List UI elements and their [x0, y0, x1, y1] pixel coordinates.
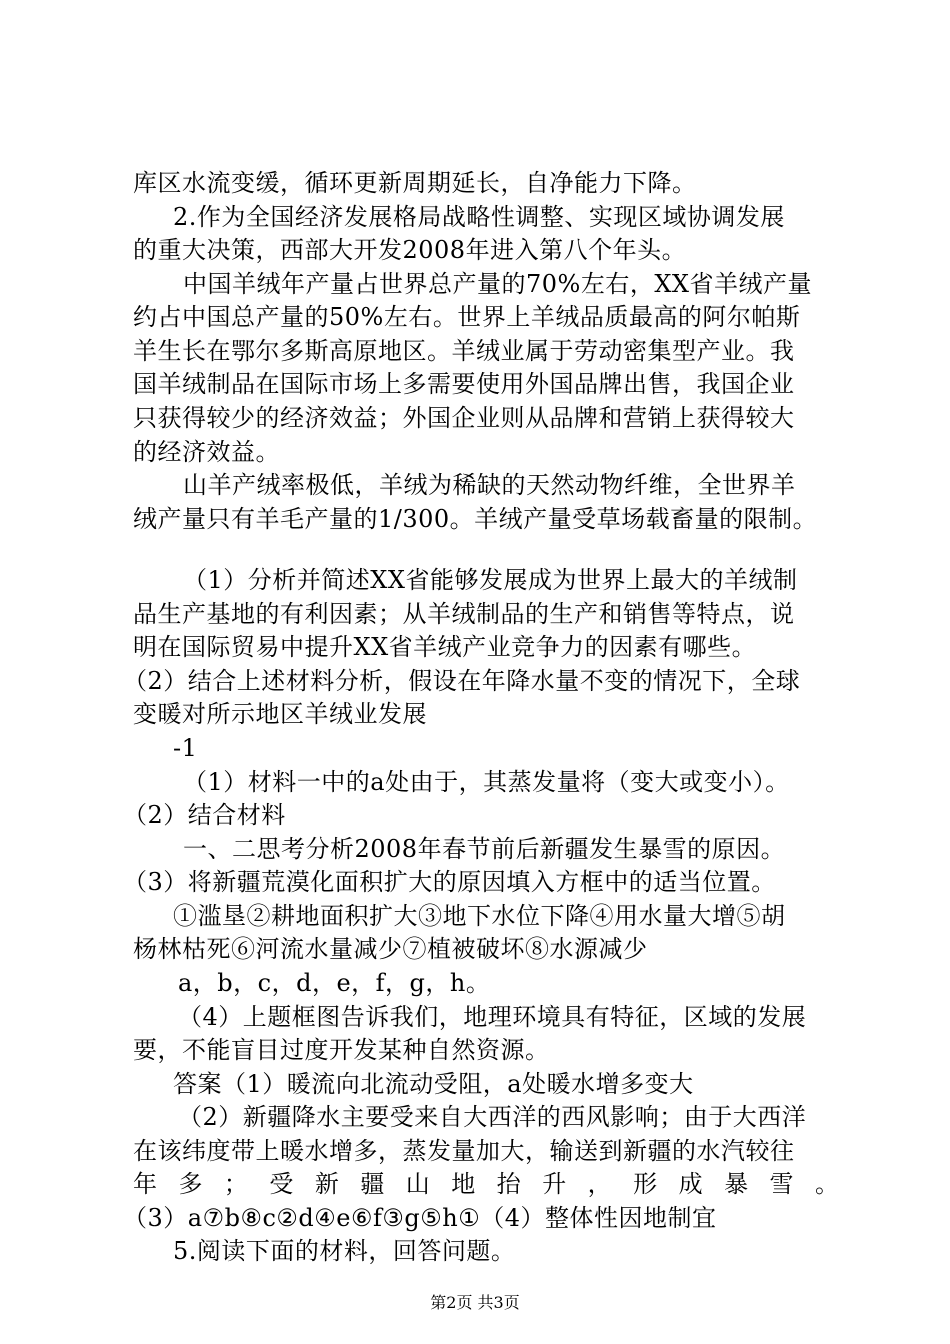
text-line-20: 一、二思考分析2008年春节前后新疆发生暴雪的原因。 [183, 835, 786, 863]
text-line-1: 库区水流变缓，循环更新周期延长，自净能力下降。 [133, 169, 697, 197]
text-line-19: （2）结合材料 [123, 801, 286, 829]
text-line-30: 年多；受新疆山地抬升，形成暴雪。 [133, 1170, 839, 1198]
text-line-29: 在该纬度带上暖水增多，蒸发量加大，输送到新疆的水汽较往 [133, 1137, 795, 1165]
text-line-31: （3）a⑦b⑧c②d④e⑥f③g⑤h①（4）整体性因地制宜 [123, 1204, 717, 1232]
text-line-22: ①滥垦②耕地面积扩大③地下水位下降④用水量大增⑤胡 [173, 902, 786, 930]
text-line-9: 的经济效益。 [133, 438, 280, 466]
text-line-11: 绒产量只有羊毛产量的1/300。羊绒产量受草场载畜量的限制。 [133, 505, 818, 533]
text-line-10: 山羊产绒率极低，羊绒为稀缺的天然动物纤维，全世界羊 [183, 471, 796, 499]
text-line-15: （2）结合上述材料分析，假设在年降水量不变的情况下，全球 [123, 667, 801, 695]
text-line-16: 变暖对所示地区羊绒业发展 [133, 700, 427, 728]
text-line-21: （3）将新疆荒漠化面积扩大的原因填入方框中的适当位置。 [123, 868, 776, 896]
text-line-18: （1）材料一中的a处由于，其蒸发量将（变大或变小）。 [183, 768, 790, 796]
text-line-14: 明在国际贸易中提升XX省羊绒产业竞争力的因素有哪些。 [133, 633, 757, 661]
text-line-27: 答案（1）暖流向北流动受阻，a处暖水增多变大 [173, 1070, 694, 1098]
text-line-12: （1）分析并简述XX省能够发展成为世界上最大的羊绒制 [183, 566, 798, 594]
text-line-26: 要，不能盲目过度开发某种自然资源。 [133, 1036, 550, 1064]
text-line-28: （2）新疆降水主要受来自大西洋的西风影响；由于大西洋 [178, 1103, 807, 1131]
page-footer: 第2页 共3页 [430, 1293, 520, 1312]
text-line-6: 羊生长在鄂尔多斯高原地区。羊绒业属于劳动密集型产业。我 [133, 337, 795, 365]
text-line-4: 中国羊绒年产量占世界总产量的70%左右，XX省羊绒产量 [183, 270, 813, 298]
text-line-7: 国羊绒制品在国际市场上多需要使用外国品牌出售，我国企业 [133, 370, 795, 398]
text-line-5: 约占中国总产量的50%左右。世界上羊绒品质最高的阿尔帕斯 [133, 303, 801, 331]
text-line-17: -1 [173, 734, 198, 762]
text-line-24: a，b，c，d，e，f，g，h。 [178, 969, 491, 997]
text-line-3: 的重大决策，西部大开发2008年进入第八个年头。 [133, 236, 687, 264]
text-line-8: 只获得较少的经济效益；外国企业则从品牌和营销上获得较大 [133, 404, 795, 432]
text-line-32: 5.阅读下面的材料，回答问题。 [173, 1237, 516, 1265]
text-line-23: 杨林枯死⑥河流水量减少⑦植被破坏⑧水源减少 [133, 935, 648, 963]
text-line-25: （4）上题框图告诉我们，地理环境具有特征，区域的发展 [178, 1003, 807, 1031]
text-line-13: 品生产基地的有利因素；从羊绒制品的生产和销售等特点，说 [133, 600, 795, 628]
text-line-2: 2.作为全国经济发展格局战略性调整、实现区域协调发展 [173, 203, 785, 231]
